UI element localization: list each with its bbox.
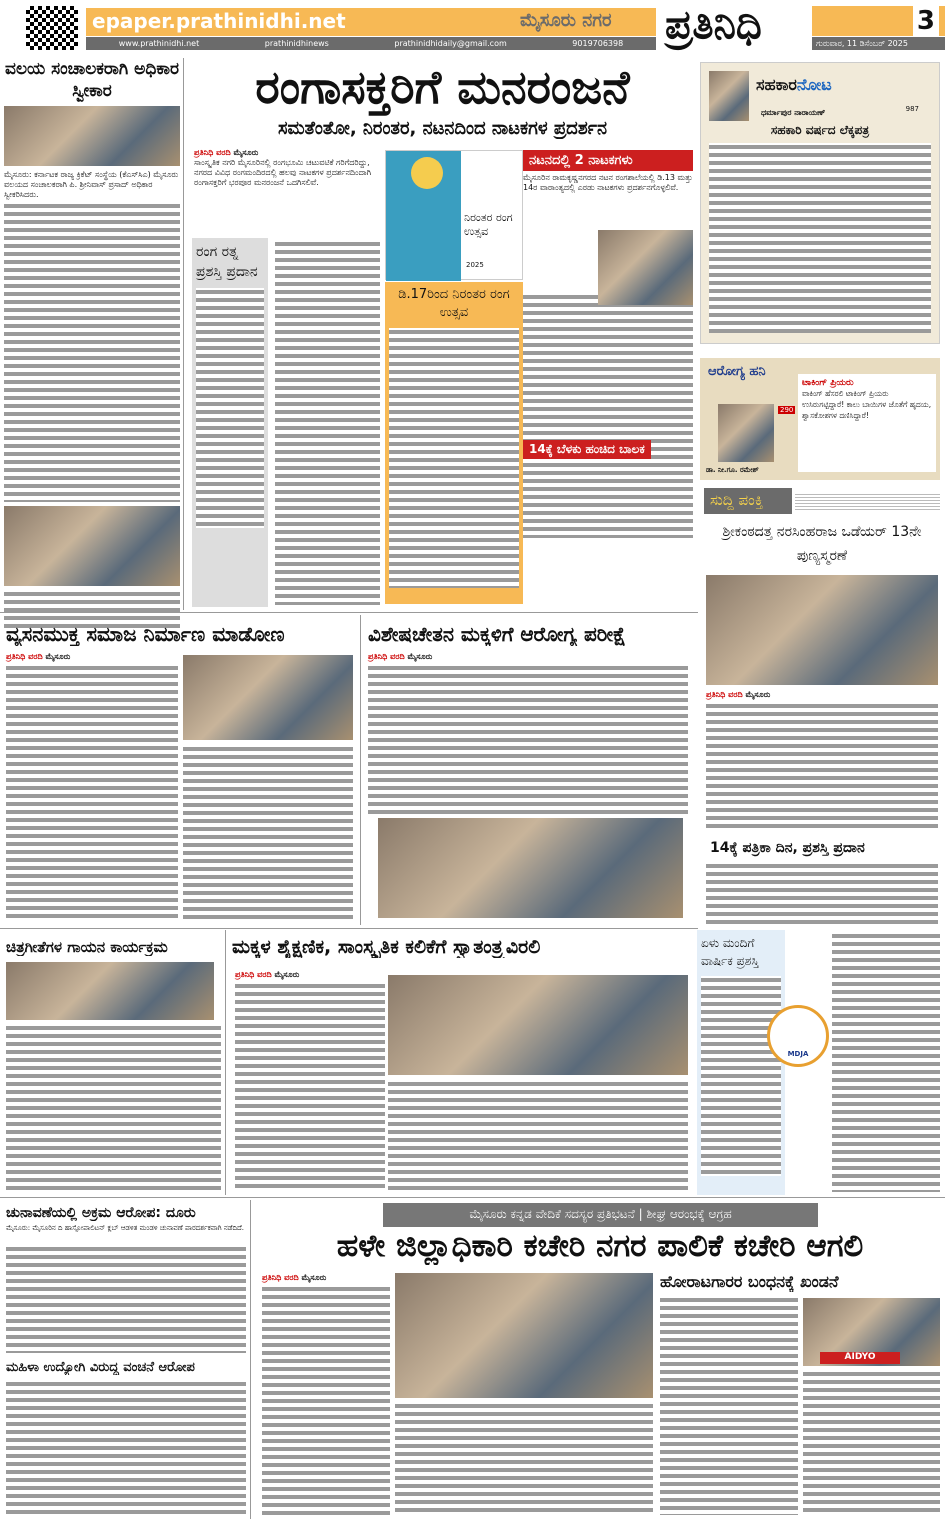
- lede: ಸಾಂಸ್ಕೃತಿಕ ನಗರಿ ಮೈಸೂರಿನಲ್ಲಿ ರಂಗಭೂಮಿ ಚಟುವಟಿಕೆ ಗರಿಗೆದರಿದ್ದು, ನಗರದ ವಿವಿಧ ರಂಗಮಂದಿರದಲ್ಲಿ ಹಲವು ನಾಟಕಗಳ ಪ್ರದರ್ಶನದಿಂದಾಗಿ ರಂಗಾಸಕ್ತರಿಗೆ ಭರಪೂರ ಮನರಂಜನೆ ಒದಗಿಸಲಿವೆ.: [194, 158, 371, 187]
- phone: 9019706398: [572, 39, 624, 48]
- masthead-url[interactable]: epaper.prathinidhi.net: [92, 9, 346, 33]
- headline: ವಲಯ ಸಂಚಾಲಕರಾಗಿ ಅಧಿಕಾರ ಸ್ವೀಕಾರ: [5, 59, 179, 101]
- kicker: ಮೈಸೂರು ಕನ್ನಡ ವೇದಿಕೆ ಸದಸ್ಯರ ಪ್ರತಿಭಟನೆ | ಶೀಘ್ರ ಆರಂಭಕ್ಕೆ ಆಗ್ರಹ: [383, 1203, 818, 1227]
- row4-left-headline: ಚುನಾವಣೆಯಲ್ಲಿ ಅಕ್ರಮ ಆರೋಪ: ದೂರು: [6, 1205, 196, 1221]
- box-ranga-ratna: ರಂಗ ರತ್ನ ಪ್ರಶಸ್ತಿ ಪ್ರದಾನ: [192, 238, 268, 607]
- row2-left-headline: ವ್ಯಸನಮುಕ್ತ ಸಮಾಜ ನಿರ್ಮಾಣ ಮಾಡೋಣ: [6, 622, 285, 646]
- poster-title: ನಿರಂತರ ರಂಗ ಉತ್ಸವ: [464, 211, 513, 238]
- sahakara-nota-column: ಸಹಕಾರನೋಟ 987 ಧರ್ಮಾಪುರ ನಾರಾಯಣ್ ಸಹಕಾರಿ ವರ್ಷದ ಲೆಕ್ಕಪತ್ರ: [700, 62, 940, 344]
- row4-left2-headline: ಮಹಿಳಾ ಉದ್ಯೋಗಿ ವಿರುದ್ಧ ವಂಚನೆ ಆರೋಪ: [6, 1360, 195, 1375]
- story2-headline: 14ಕ್ಕೆ ಪತ್ರಿಕಾ ದಿನ, ಪ್ರಶಸ್ತಿ ಪ್ರದಾನ: [710, 840, 865, 856]
- lede: ಮೈಸೂರು: ಕರ್ನಾಟಕ ರಾಜ್ಯ ಕ್ರಿಕೆಟ್ ಸಂಸ್ಥೆಯ (ಕೆಎಸ್‌ಸಿಎ) ಮೈಸೂರು ವಲಯದ ಸಂಚಾಲಕರಾಗಿ ಪಿ. ಶ್ರೀನಿವಾಸ್ ಪ್ರಸಾದ್ ಅಧಿಕಾರ ಸ್ವೀಕರಿಸಿದರು.: [4, 170, 179, 199]
- row3-left-headline: ಚಿತ್ರಗೀತೆಗಳ ಗಾಯನ ಕಾರ್ಯಕ್ರಮ: [6, 938, 168, 956]
- box-natana: ನಟನದಲ್ಲಿ 2 ನಾಟಕಗಳು ಮೈಸೂರಿನ ರಾಮಕೃಷ್ಣನಗರದ ನಟನ ರಂಗಶಾಲೆಯಲ್ಲಿ ಡಿ.13 ಮತ್ತು 14ರ ವಾರಾಂತ್ಯದಲ್ಲಿ ಎರಡು ನಾಟಕಗಳು ಪ್ರದರ್ಶನಗೊಳ್ಳಲಿವೆ. 14ಕ್ಕೆ ಬೆಳಕು ಹಂಚಿದ ಬಾಲಕ: [523, 150, 693, 605]
- photo: [183, 655, 353, 740]
- suddi-headline: ಶ್ರೀಕಂಠದತ್ತ ನರಸಿಂಹರಾಜ ಒಡೆಯರ್ 13ನೇ ಪುಣ್ಯಸ್ಮರಣೆ: [722, 524, 922, 564]
- row2-right-headline: ವಿಶೇಷಚೇತನ ಮಕ್ಕಳಿಗೆ ಆರೋಗ್ಯ ಪರೀಕ್ಷೆ: [368, 622, 627, 646]
- photo: [706, 575, 938, 685]
- website[interactable]: www.prathinidhi.net: [118, 39, 200, 48]
- side-headline: ಹೋರಾಟಗಾರರ ಬಂಧನಕ್ಕೆ ಖಂಡನೆ: [660, 1272, 839, 1291]
- lead-intro: ಪ್ರತಿನಿಧಿ ವರದಿ ಮೈಸೂರು ಸಾಂಸ್ಕೃತಿಕ ನಗರಿ ಮೈಸೂರಿನಲ್ಲಿ ರಂಗಭೂಮಿ ಚಟುವಟಿಕೆ ಗರಿಗೆದರಿದ್ದು, ನಗರದ ವಿವಿಧ ರಂಗಮಂದಿರದಲ್ಲಿ ಹಲವು ನಾಟಕಗಳ ಪ್ರದರ್ಶನದಿಂದಾಗಿ ರಂಗಾಸಕ್ತರಿಗೆ ಭರಪೂರ ಮನರಂಜನೆ ಒದಗಿಸಲಿವೆ.: [194, 148, 378, 188]
- left-story: [4, 58, 180, 608]
- edition-name: ಮೈಸೂರು ನಗರ: [520, 10, 612, 31]
- lead-subhead: ಸಮತೆಂತೋ, ನಿರಂತರ, ನಟನದಿಂದ ನಾಟಕಗಳ ಪ್ರದರ್ಶನ: [277, 118, 608, 139]
- issue-date: ಗುರುವಾರ, 11 ಡಿಸೆಂಬರ್ 2025: [812, 37, 945, 50]
- photo: [6, 962, 214, 1020]
- qr-code[interactable]: [26, 6, 78, 50]
- photo: [395, 1273, 653, 1398]
- row4-headline: ಹಳೇ ಜಿಲ್ಲಾಧಿಕಾರಿ ಕಚೇರಿ ನಗರ ಪಾಲಿಕೆ ಕಚೇರಿ ಆಗಲಿ: [336, 1228, 864, 1264]
- photo: [4, 106, 180, 166]
- arogya-hani: ಆರೋಗ್ಯ ಹನಿ 290 ಡಾ. ನೀ.ಗೂ. ರಮೇಶ್ ಟಾಕಿಂಗ್ ಪ್ರಿಯರು ವಾಕಿಂಗ್ ಹೆಸರಲಿ ಟಾಕಿಂಗ್ ಪ್ರಿಯರು ಉಸಿರುಗಟ್ಟಿದ್ದಾರೆ! ಕಾಲು ಬಾಯಿಗಳ ಜೊತೆಗೆ ಹೃದಯ, ಶ್ವಾಸಕೋಶಗಳ ದಣಿಸಿದ್ದಾರೆ!: [700, 358, 940, 480]
- social-handle[interactable]: prathinidhinews: [264, 39, 329, 48]
- page-number: 3: [913, 6, 939, 36]
- photo: [378, 818, 683, 918]
- protest-banner: AIDYO: [820, 1352, 900, 1364]
- email[interactable]: prathinidhidaily@gmail.com: [394, 39, 507, 48]
- row3-center-headline: ಮಕ್ಕಳ ಶೈಕ್ಷಣಿಕ, ಸಾಂಸ್ಕೃತಿಕ ಕಲಿಕೆಗೆ ಸ್ವಾತಂತ್ರ್ಯವಿರಲಿ: [232, 936, 541, 958]
- photo: [388, 975, 688, 1075]
- award-box: ಏಳು ಮಂದಿಗೆ ವಾರ್ಷಿಕ ಪ್ರಶಸ್ತಿ: [697, 930, 785, 1195]
- byline: ಪ್ರತಿನಿಧಿ ವರದಿ: [194, 148, 231, 157]
- box-ranga-utsava: ಡಿ.17ರಿಂದ ನಿರಂತರ ರಂಗ ಉತ್ಸವ: [385, 282, 523, 604]
- suddi-pankti-label: ಸುದ್ದಿ ಪಂಕ್ತಿ: [704, 488, 792, 514]
- column-title: ಸಹಕಾರಿ ವರ್ಷದ ಲೆಕ್ಕಪತ್ರ: [770, 123, 870, 137]
- page-number-box: [812, 6, 945, 36]
- newspaper-logo: ಪ್ರತಿನಿಧಿ: [665, 2, 762, 48]
- contact-bar: [86, 37, 656, 50]
- mdja-badge: MDJA: [767, 1005, 829, 1067]
- poster: ನಿರಂತರ ರಂಗ ಉತ್ಸವ 2025: [385, 150, 523, 280]
- body-text: [275, 240, 380, 605]
- lead-headline: ರಂಗಾಸಕ್ತರಿಗೆ ಮನರಂಜನೆ: [255, 60, 630, 114]
- photo: [4, 506, 180, 586]
- body-text: [4, 202, 180, 502]
- photo: [598, 230, 693, 305]
